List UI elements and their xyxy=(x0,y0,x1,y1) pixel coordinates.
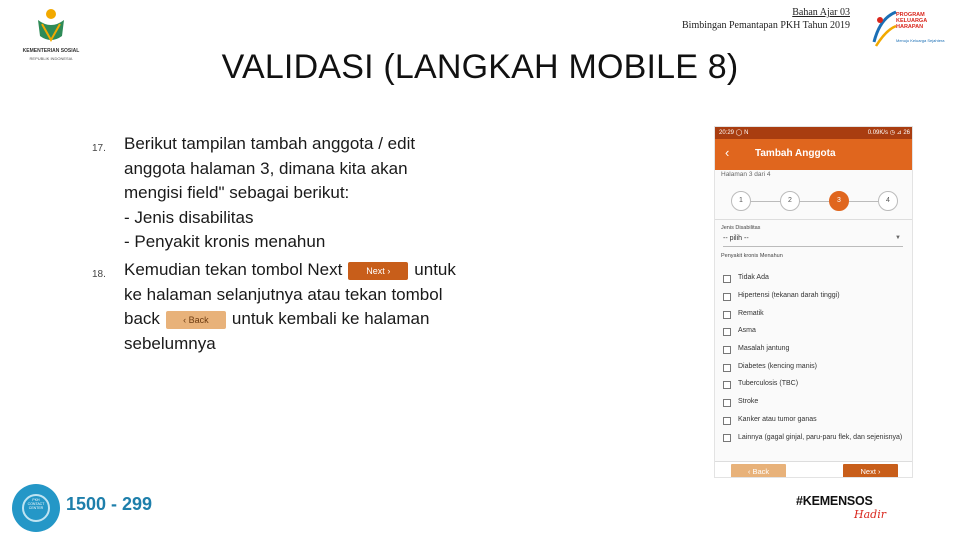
pkh-logo-subtext: Menuju Keluarga Sejahtera xyxy=(896,38,945,43)
item-line: sebelumnya xyxy=(124,333,216,353)
divider xyxy=(715,219,913,220)
list-number: 18. xyxy=(92,269,106,280)
checkbox-option[interactable] xyxy=(723,415,908,427)
back-button-label: Back xyxy=(752,467,770,476)
chevron-right-icon: › xyxy=(387,265,391,276)
list-item-body xyxy=(124,132,415,255)
list-item-18 xyxy=(92,258,512,358)
item-line: ke halaman selanjutnya atau tekan tombol xyxy=(124,284,443,304)
item-text: Kemudian tekan tombol Next xyxy=(124,260,343,279)
app-bar-title: Tambah Anggota xyxy=(755,148,836,159)
checkbox[interactable] xyxy=(723,434,731,442)
checkbox-label: Tuberculosis (TBC) xyxy=(738,380,799,387)
checkbox-label: Stroke xyxy=(738,398,759,405)
step-3[interactable]: 3 xyxy=(829,191,849,211)
disability-select-value: -- pilih -- xyxy=(723,235,749,242)
pkh-logo xyxy=(872,8,952,52)
headset-icon xyxy=(12,484,60,532)
header-line-2: Bimbingan Pemantapan PKH Tahun 2019 xyxy=(682,20,850,31)
app-bar xyxy=(715,139,913,170)
next-button-label: Next xyxy=(860,467,876,476)
item-line: Berikut tampilan tambah anggota / edit xyxy=(124,134,416,153)
checkbox-label: Diabetes (kencing manis) xyxy=(738,363,817,370)
checkbox-label: Hipertensi (tekanan darah tinggi) xyxy=(738,292,840,299)
checkbox-label: Tidak Ada xyxy=(738,274,769,281)
chevron-left-icon: ‹ xyxy=(183,314,187,325)
back-label: Back xyxy=(188,314,209,325)
contact-center-label: PKH CONTACT CENTER xyxy=(27,498,45,510)
checkbox[interactable] xyxy=(723,364,731,372)
item-line xyxy=(124,258,456,283)
next-label: Next xyxy=(366,265,385,276)
item-text: untuk xyxy=(414,260,456,279)
checkbox-option[interactable] xyxy=(723,273,908,285)
checkbox-label: Kanker atau tumor ganas xyxy=(738,416,817,423)
next-button[interactable] xyxy=(843,464,898,478)
back-button[interactable] xyxy=(731,464,786,478)
disability-select[interactable] xyxy=(723,235,903,247)
checkbox[interactable] xyxy=(723,328,731,336)
list-item-body xyxy=(124,258,456,356)
step-4[interactable]: 4 xyxy=(878,191,898,211)
bottom-bar xyxy=(715,461,913,478)
checkbox[interactable] xyxy=(723,346,731,354)
pkh-emblem-icon xyxy=(872,8,898,48)
checkbox-option[interactable] xyxy=(723,326,908,338)
checkbox-label: Lainnya (gagal ginjal, paru-paru flek, dan sejenisnya) xyxy=(738,434,903,441)
status-time: 20:29 ◯ N xyxy=(719,130,749,136)
checkbox-option[interactable] xyxy=(723,397,908,409)
chevron-right-icon: › xyxy=(875,467,881,476)
back-arrow-icon[interactable]: ‹ xyxy=(725,145,730,160)
contact-center-badge xyxy=(12,484,162,532)
contact-center-number: 1500 - 299 xyxy=(66,494,153,514)
list-number: 17. xyxy=(92,143,106,154)
item-line: anggota halaman 3, dimana kita akan xyxy=(124,158,408,178)
disability-label: Jenis Disabilitas xyxy=(721,225,761,231)
checkbox-label: Rematik xyxy=(738,310,764,317)
status-indicators: 0.09K/s ◷ ⊿ 26 xyxy=(867,130,910,136)
checkbox[interactable] xyxy=(723,399,731,407)
hashtag-logo xyxy=(796,494,900,528)
checkbox[interactable] xyxy=(723,293,731,301)
checkbox-label: Masalah jantung xyxy=(738,345,790,352)
hashtag-text: #KEMENSOS xyxy=(796,494,873,508)
checkbox-option[interactable] xyxy=(723,309,908,321)
ministry-emblem-icon xyxy=(32,6,70,46)
checkbox-option[interactable] xyxy=(723,379,908,391)
checkbox[interactable] xyxy=(723,417,731,425)
ministry-logo-subtext: REPUBLIK INDONESIA xyxy=(29,56,73,61)
item-line xyxy=(124,307,456,332)
chevron-left-icon: ‹ xyxy=(747,467,753,476)
chronic-label: Penyakit kronis Menahun xyxy=(721,253,783,259)
page-indicator: Halaman 3 dari 4 xyxy=(721,171,771,178)
checkbox-option[interactable] xyxy=(723,291,908,303)
dropdown-caret-icon: ▼ xyxy=(895,235,901,241)
header-line-1: Bahan Ajar 03 xyxy=(792,7,850,18)
checkbox-option[interactable] xyxy=(723,362,908,374)
item-line: - Jenis disabilitas xyxy=(124,207,254,227)
stepper-line xyxy=(741,201,889,202)
pkh-logo-text: PROGRAM KELUARGA HARAPAN xyxy=(896,12,927,30)
item-text: back xyxy=(124,309,160,328)
stepper xyxy=(715,187,913,217)
step-1[interactable]: 1 xyxy=(731,191,751,211)
ministry-logo-text: KEMENTERIAN SOSIAL xyxy=(22,48,80,54)
checkbox[interactable] xyxy=(723,311,731,319)
checkbox-label: Asma xyxy=(738,327,756,334)
checkbox[interactable] xyxy=(723,275,731,283)
item-line: - Penyakit kronis menahun xyxy=(124,232,326,251)
item-text: untuk kembali ke halaman xyxy=(231,309,430,328)
header-note xyxy=(682,6,850,32)
step-2[interactable]: 2 xyxy=(780,191,800,211)
item-line: mengisi field" sebagai berikut: xyxy=(124,183,350,202)
back-button-illustration xyxy=(166,311,226,329)
list-item-17 xyxy=(92,132,512,257)
status-bar xyxy=(715,127,913,139)
slide-title: VALIDASI (LANGKAH MOBILE 8) xyxy=(221,48,739,86)
checkbox[interactable] xyxy=(723,381,731,389)
checkbox-option[interactable] xyxy=(723,344,908,356)
checkbox-option[interactable] xyxy=(723,432,908,454)
hashtag-sub: Hadir xyxy=(854,508,886,521)
phone-screenshot xyxy=(714,126,913,478)
next-button-illustration xyxy=(348,262,408,280)
